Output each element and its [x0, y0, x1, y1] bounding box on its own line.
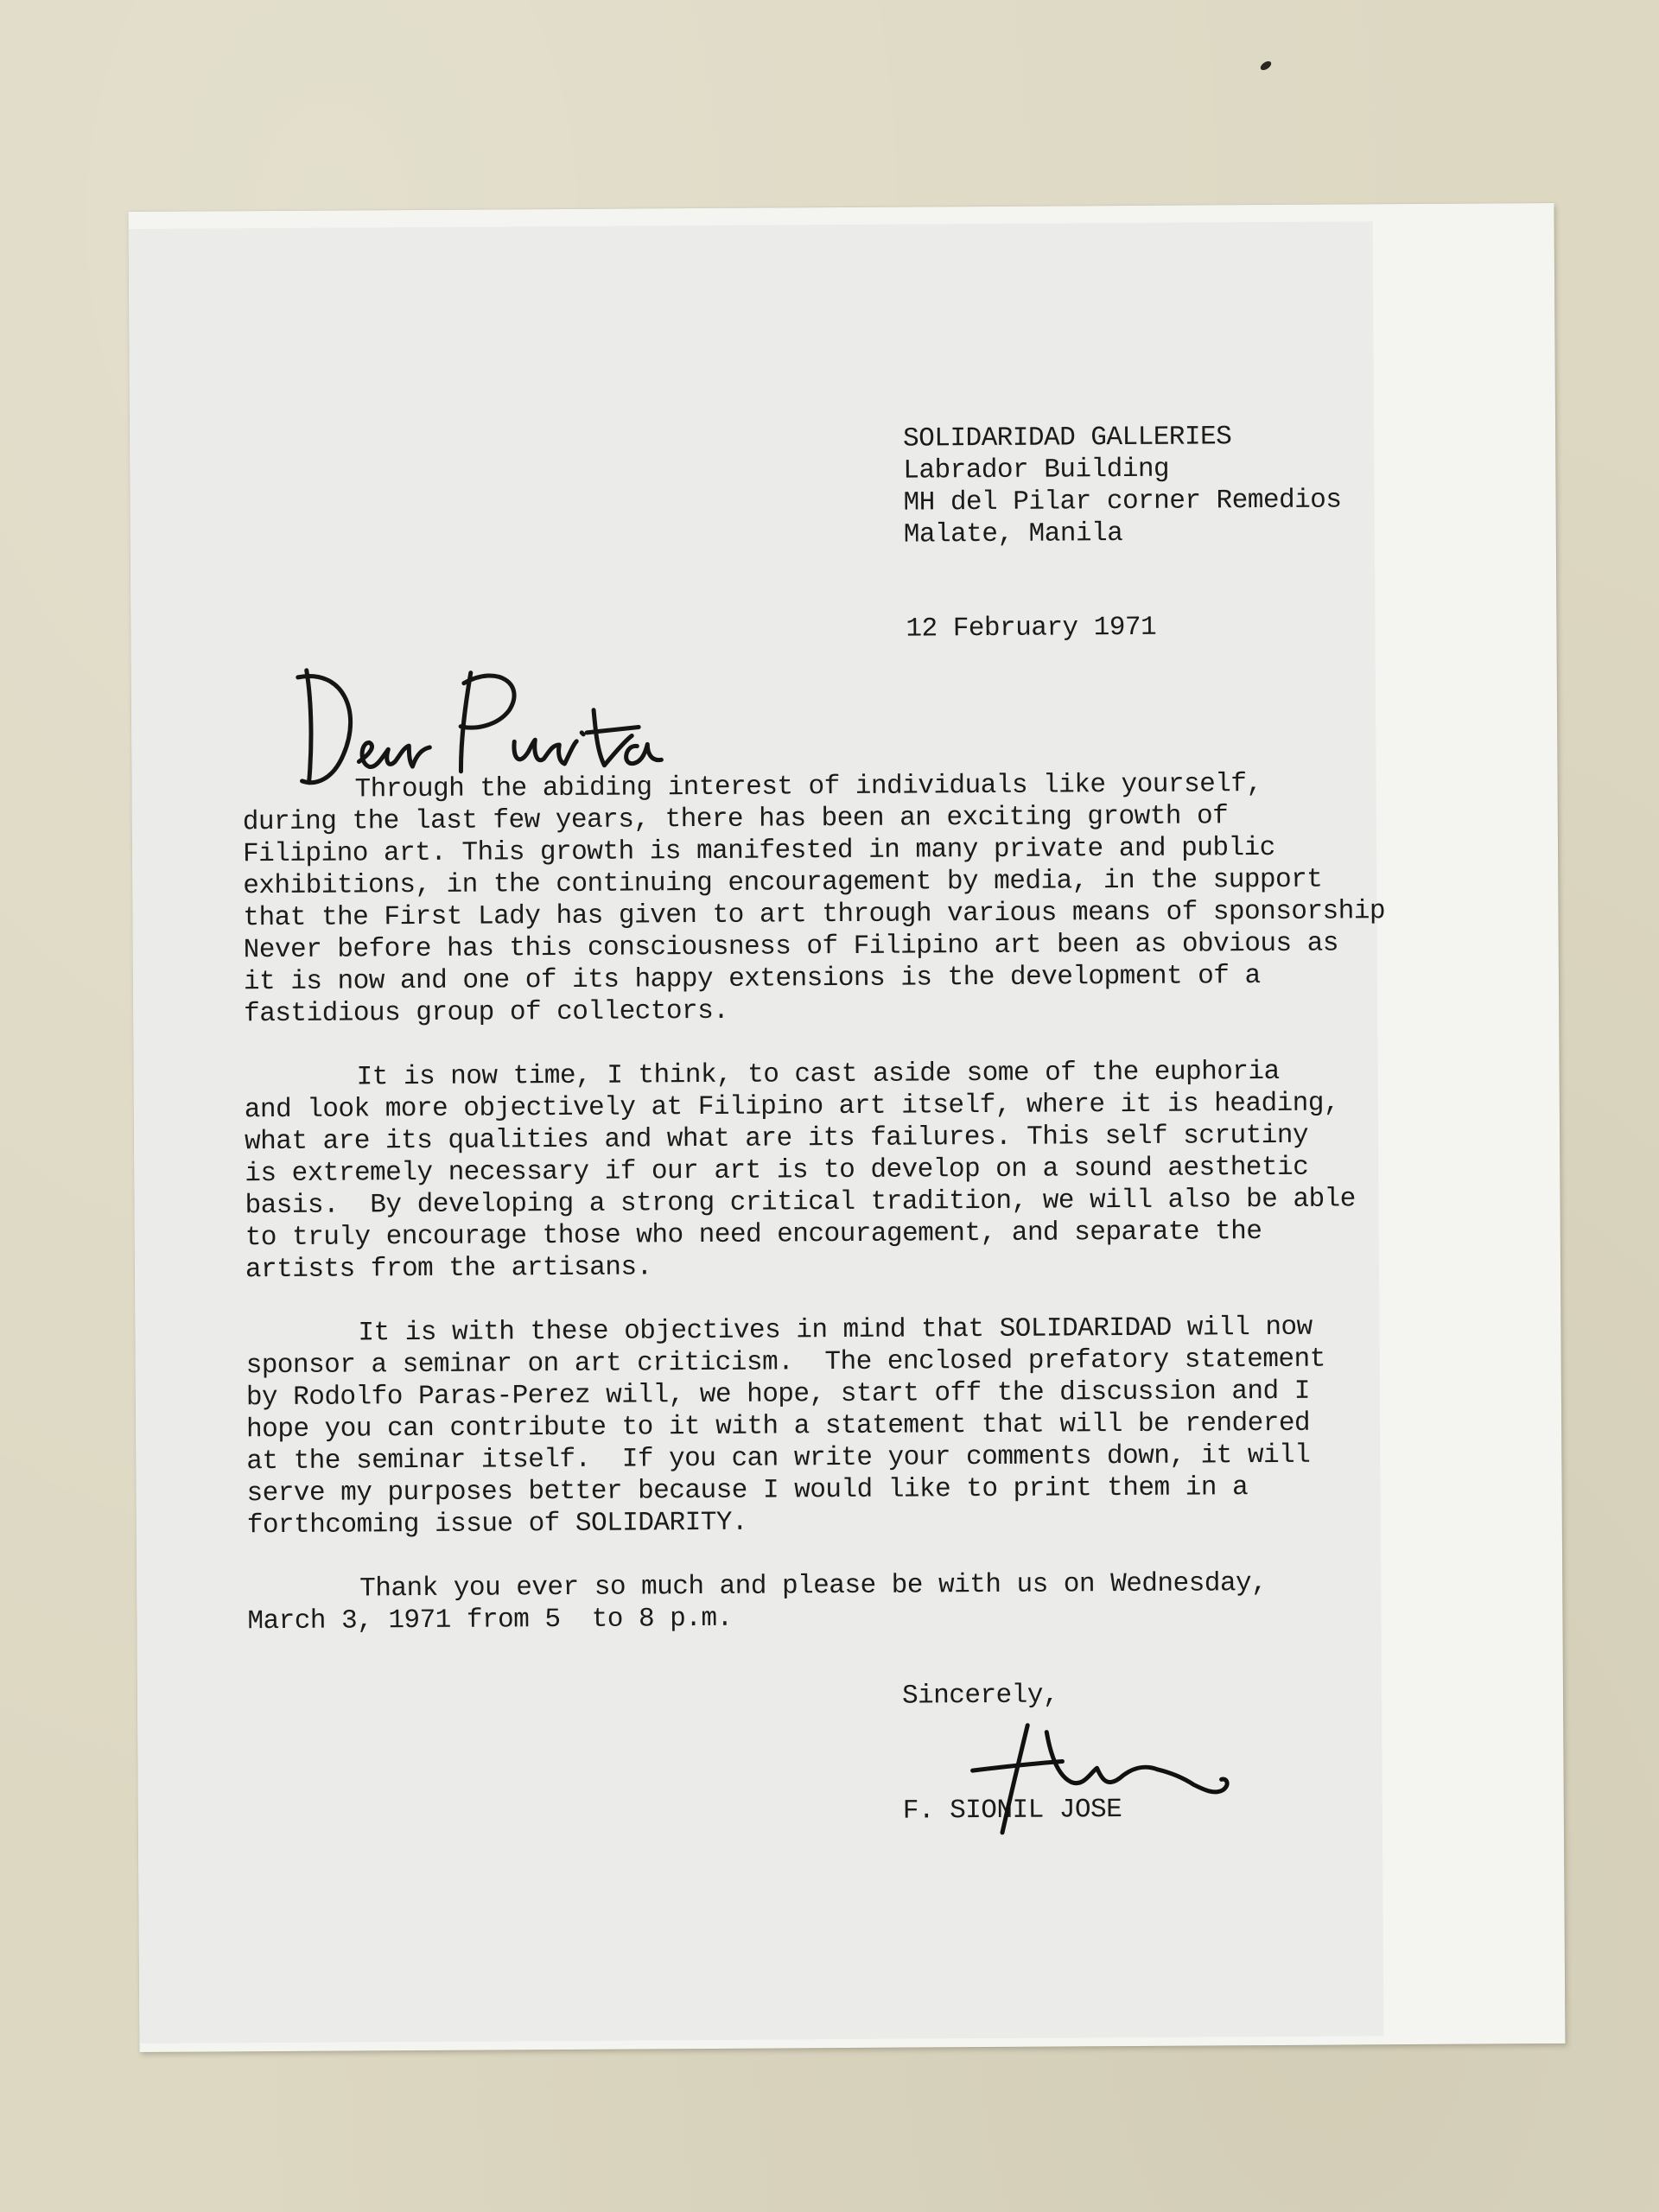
letterhead-line-4: Malate, Manila: [903, 518, 1123, 550]
body-line: It is now time, I think, to cast aside some of the euphoria: [356, 1056, 1280, 1093]
body-line: It is with these objectives in mind that SOLIDARIDAD will now: [358, 1312, 1313, 1349]
letter-content: [129, 203, 1566, 2052]
body-line: is extremely necessary if our art is to develop on a sound aesthetic: [245, 1152, 1309, 1190]
body-line: during the last few years, there has been an exciting growth of: [242, 801, 1229, 838]
body-line: forthcoming issue of SOLIDARITY.: [246, 1507, 748, 1541]
body-line: what are its qualities and what are its failures. This self scrutiny: [244, 1120, 1309, 1158]
body-line: March 3, 1971 from 5 to 8 p.m.: [247, 1603, 733, 1637]
closing: Sincerely,: [901, 1680, 1059, 1712]
ink-speck: [1259, 60, 1273, 73]
body-line: Through the abiding interest of individuals like yourself,: [354, 769, 1262, 805]
body-line: Thank you ever so much and please be with us on Wednesday,: [359, 1568, 1268, 1605]
body-line: fastidious group of collectors.: [244, 995, 729, 1030]
letter-body: [242, 766, 1509, 1669]
handwritten-signature: [967, 1717, 1244, 1848]
body-line: at the seminar itself. If you can write your comments down, it will: [246, 1440, 1311, 1478]
letter-date: 12 February 1971: [906, 612, 1157, 645]
paragraph-3: [245, 1310, 1509, 1541]
signer-name: F. SIONIL JOSE: [902, 1795, 1122, 1827]
body-line: artists from the artisans.: [245, 1252, 652, 1286]
body-line: Never before has this consciousness of Filipino art been as obvious as: [243, 928, 1339, 966]
body-line: sponsor a seminar on art criticism. The enclosed prefatory statement: [245, 1344, 1325, 1382]
body-line: hope you can contribute to it with a statement that will be rendered: [246, 1408, 1311, 1446]
letterhead-address: [903, 420, 1342, 550]
body-line: exhibitions, in the continuing encouragement by media, in the support: [243, 864, 1323, 902]
body-line: serve my purposes better because I would like to print them in a: [246, 1472, 1249, 1510]
body-line: that the First Lady has given to art through various means of sponsorship: [243, 896, 1386, 934]
paragraph-1: [242, 766, 1505, 1030]
body-line: to truly encourage those who need encouragement, and separate the: [245, 1217, 1262, 1254]
letterhead-line-2: Labrador Building: [903, 454, 1170, 486]
paragraph-4: [247, 1566, 1509, 1637]
body-line: by Rodolfo Paras-Perez will, we hope, start off the discussion and I: [245, 1376, 1310, 1414]
body-line: basis. By developing a strong critical tradition, we will also be able: [245, 1184, 1356, 1222]
letter-sheet: [129, 203, 1566, 2052]
body-line: and look more objectively at Filipino art itself, where it is heading,: [244, 1088, 1340, 1126]
body-line: it is now and one of its happy extensions is the development of a: [243, 961, 1261, 998]
body-line: Filipino art. This growth is manifested in many private and public: [242, 832, 1275, 870]
letterhead-line-1: SOLIDARIDAD GALLERIES: [903, 422, 1232, 454]
letterhead-line-3: MH del Pilar corner Remedios: [903, 485, 1342, 518]
paragraph-2: [245, 1054, 1508, 1286]
